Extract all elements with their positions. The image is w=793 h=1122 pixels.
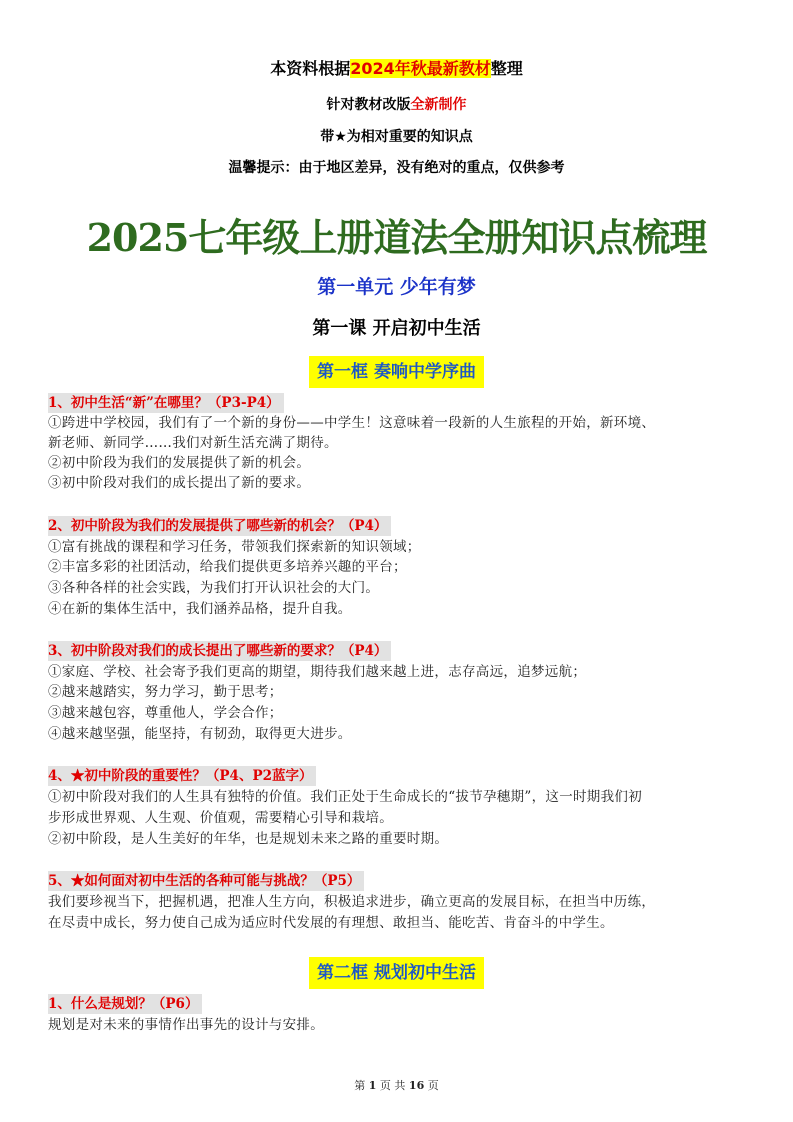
question-4-line: ①初中阶段对我们的人生具有独特的价值。我们正处于生命成长的“拔节孕穗期”，这一时期我们初 xyxy=(48,789,643,805)
question-3-title: 3、初中阶段对我们的成长提出了哪些新的要求？（P4） xyxy=(48,641,391,661)
header-line-1-suffix: 整理 xyxy=(490,59,523,78)
header-line-1-prefix: 本资料根据 xyxy=(270,59,351,78)
header-line-1-highlight: 2024年秋最新教材 xyxy=(350,59,491,78)
question-5-line: 在尽责中成长，努力使自己成为适应时代发展的有理想、敢担当、能吃苦、肯奋斗的中学生。 xyxy=(48,915,614,931)
question-4-title: 4、★初中阶段的重要性？（P4、P2蓝字） xyxy=(48,766,316,786)
question-4-line: ②初中阶段，是人生美好的年华，也是规划未来之路的重要时期。 xyxy=(48,831,449,847)
footer-page-number: 1 xyxy=(368,1079,377,1092)
question-3-line: ②越来越踏实，努力学习，勤于思考； xyxy=(48,684,283,700)
section-heading-1 xyxy=(0,356,793,388)
header-line-2 xyxy=(0,95,793,115)
lesson-heading: 第一课 开启初中生活 xyxy=(312,318,481,339)
section-heading-1-label: 第一框 奏响中学序曲 xyxy=(309,356,484,388)
question-6-title: 1、什么是规划？（P6） xyxy=(48,994,202,1014)
page-footer xyxy=(0,1078,793,1094)
question-1-line: 新老师、新同学……我们对新生活充满了期待。 xyxy=(48,435,338,451)
question-2-title: 2、初中阶段为我们的发展提供了哪些新的机会？（P4） xyxy=(48,516,391,536)
document-title: 2025七年级上册道法全册知识点梳理 xyxy=(86,215,707,260)
question-2-line: ②丰富多彩的社团活动，给我们提供更多培养兴趣的平台； xyxy=(48,559,407,575)
question-5-line: 我们要珍视当下，把握机遇，把准人生方向，积极追求进步，确立更高的发展目标，在担当中历练， xyxy=(48,894,656,910)
section-heading-2 xyxy=(0,957,793,989)
question-5-title: 5、★如何面对初中生活的各种可能与挑战？（P5） xyxy=(48,871,364,891)
question-2-line: ③各种各样的社会实践，为我们打开认识社会的大门。 xyxy=(48,580,380,596)
header-line-3: 带★为相对重要的知识点 xyxy=(320,129,473,145)
question-1-line: ②初中阶段为我们的发展提供了新的机会。 xyxy=(48,455,311,471)
question-4-line: 步形成世界观、人生观、价值观，需要精心引导和栽培。 xyxy=(48,810,393,826)
footer-total-pages: 16 xyxy=(408,1079,425,1092)
question-2-line: ①富有挑战的课程和学习任务，带领我们探索新的知识领域； xyxy=(48,539,421,555)
header-line-4: 温馨提示：由于地区差异，没有绝对的重点，仅供参考 xyxy=(228,160,565,176)
footer-middle: 页 共 xyxy=(379,1079,406,1092)
header-line-1 xyxy=(0,58,793,80)
question-3-line: ③越来越包容，尊重他人，学会合作； xyxy=(48,705,283,721)
header-line-2-prefix: 针对教材改版 xyxy=(326,97,411,113)
section-heading-2-label: 第二框 规划初中生活 xyxy=(309,957,484,989)
header-line-2-red: 全新制作 xyxy=(410,97,467,113)
question-3-line: ④越来越坚强，能坚持，有韧劲，取得更大进步。 xyxy=(48,726,352,742)
question-6-line: 规划是对未来的事情作出事先的设计与安排。 xyxy=(48,1017,324,1033)
footer-prefix: 第 xyxy=(354,1079,366,1092)
question-1-line: ①跨进中学校园，我们有了一个新的身份——中学生！这意味着一段新的人生旅程的开始，新环境、 xyxy=(48,415,656,431)
unit-heading: 第一单元 少年有梦 xyxy=(317,276,476,298)
question-3-line: ①家庭、学校、社会寄予我们更高的期望，期待我们越来越上进，志存高远，追梦远航； xyxy=(48,664,587,680)
question-1-line: ③初中阶段对我们的成长提出了新的要求。 xyxy=(48,475,311,491)
question-1-title: 1、初中生活“新”在哪里？（P3-P4） xyxy=(48,393,284,413)
question-2-line: ④在新的集体生活中，我们涵养品格，提升自我。 xyxy=(48,601,352,617)
footer-suffix: 页 xyxy=(427,1079,439,1092)
